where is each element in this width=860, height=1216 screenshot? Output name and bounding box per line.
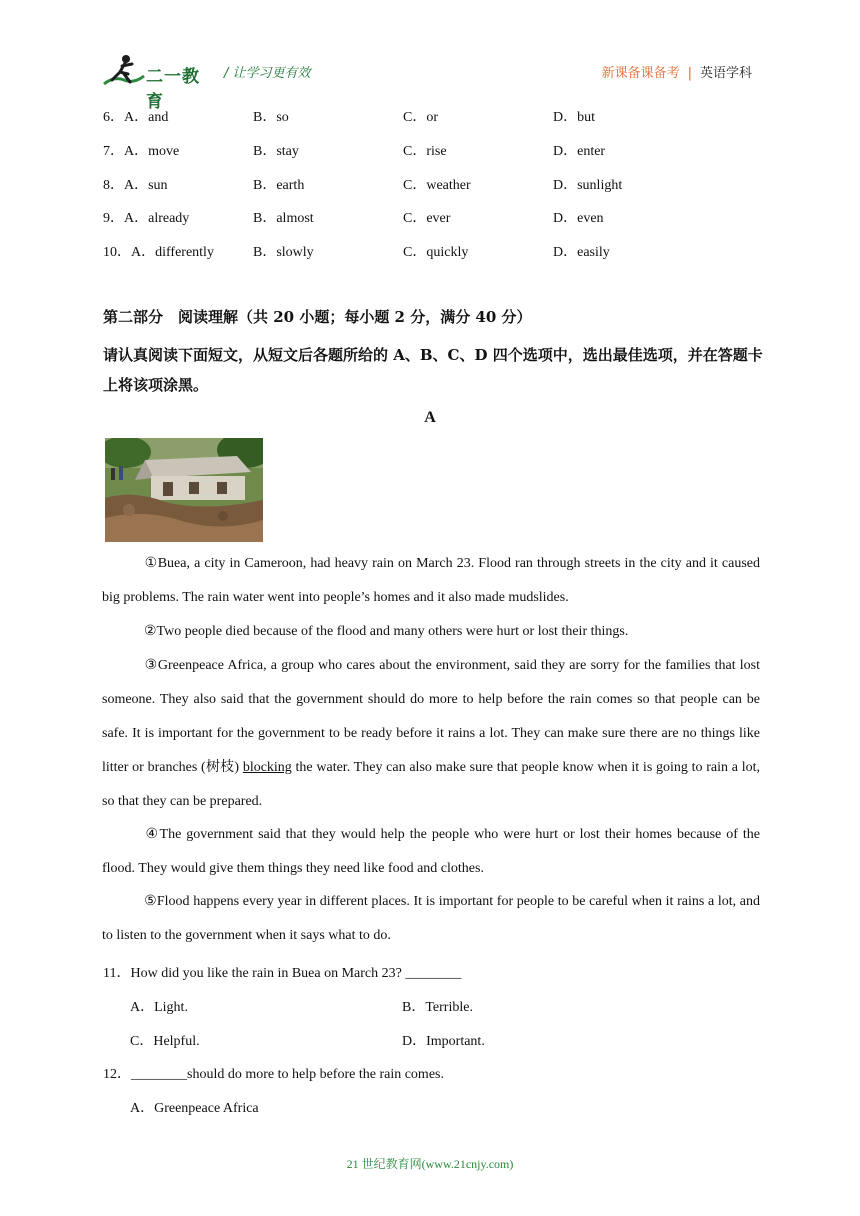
paragraph-3 — [102, 649, 760, 819]
option-a: 10．A．differently — [103, 245, 214, 260]
option-d: D．Important. — [402, 1034, 485, 1049]
runner-logo-icon — [100, 54, 146, 88]
header-subject: 英语学科 — [699, 66, 752, 81]
header-slogan: / 让学习更有效 — [224, 66, 311, 81]
paragraph-4 — [102, 818, 760, 886]
option-c: C．ever — [403, 211, 451, 226]
flood-photo — [105, 438, 263, 542]
option-c: C．or — [403, 110, 438, 125]
option-d: D．easily — [553, 245, 610, 260]
passage-letter: A — [424, 409, 436, 426]
option-a: A．Greenpeace Africa — [130, 1101, 259, 1116]
option-a: A．Light. — [130, 1000, 188, 1015]
option-c: C．quickly — [403, 245, 469, 260]
option-b: B．slowly — [253, 245, 314, 260]
option-a: 7．A．move — [103, 144, 180, 159]
paragraph-text: ③Greenpeace Africa, a group who cares about the environment, said they are sorry for the families that lost someone. They also said that the government should do more to help before the rain comes so that people can be safe. It is important for the government to be ready before it rains a lot. They can make sure there are no things like litter or branches (树枝) — [102, 658, 760, 775]
option-a: 8．A．sun — [103, 178, 168, 193]
paragraph-text: ②Two people died because of the flood and many others were hurt or lost their things. — [144, 624, 629, 639]
underlined-word: blocking — [242, 760, 292, 775]
header-right — [602, 62, 752, 81]
option-b: B．almost — [253, 211, 314, 226]
section-instruction: 请认真阅读下面短文，从短文后各题所给的 A、B、C、D 四个选项中，选出最佳选项，并在答题卡上将该项涂黑。 — [103, 346, 763, 394]
option-b: B．earth — [253, 178, 305, 193]
logo — [100, 54, 216, 112]
question-12: 12．________should do more to help before the rain comes. — [103, 1067, 444, 1082]
question-11: 11．How did you like the rain in Buea on March 23? ________ — [103, 966, 462, 981]
header-separator: | — [687, 66, 692, 81]
option-d: D．enter — [553, 144, 606, 159]
paragraph-1 — [102, 547, 760, 615]
option-a: 6．A．and — [103, 110, 169, 125]
option-c: C．rise — [403, 144, 447, 159]
paragraph-text: ⑤Flood happens every year in different places. It is important for people to be careful when it rains a lot, and to listen to the government when it says what to do. — [102, 894, 760, 943]
option-a: 9．A．already — [103, 211, 190, 226]
option-d: D．but — [553, 110, 595, 125]
section-title: 第二部分 阅读理解（共 20 小题；每小题 2 分，满分 40 分） — [103, 308, 532, 326]
paragraph-5 — [102, 885, 760, 953]
option-d: D．even — [553, 211, 604, 226]
paragraph-text: ①Buea, a city in Cameroon, had heavy rain on March 23. Flood ran through streets in the city and it caused big problems. The rain water went into people’s homes and it also made mudslides. — [102, 556, 760, 605]
option-b: B．Terrible. — [402, 1000, 473, 1015]
paragraph-2 — [102, 615, 760, 649]
page-header — [0, 0, 860, 112]
option-c: C．Helpful. — [130, 1034, 200, 1049]
page-footer: 21 世纪教育网(www.21cnjy.com) — [346, 1157, 514, 1171]
option-d: D．sunlight — [553, 178, 623, 193]
header-label: 新课备课备考 — [601, 66, 680, 81]
paragraph-text: the water. They can also make sure that people know when it is going to rain a lot, so that they can be prepared. — [102, 760, 760, 809]
option-c: C．weather — [403, 178, 471, 193]
logo-text: 二一教育 — [146, 67, 200, 112]
option-b: B．stay — [253, 144, 299, 159]
option-b: B．so — [253, 110, 289, 125]
paragraph-text: ④The government said that they would help the people who were hurt or lost their homes because of the flood. They would give them things they need like food and clothes. — [102, 827, 760, 876]
